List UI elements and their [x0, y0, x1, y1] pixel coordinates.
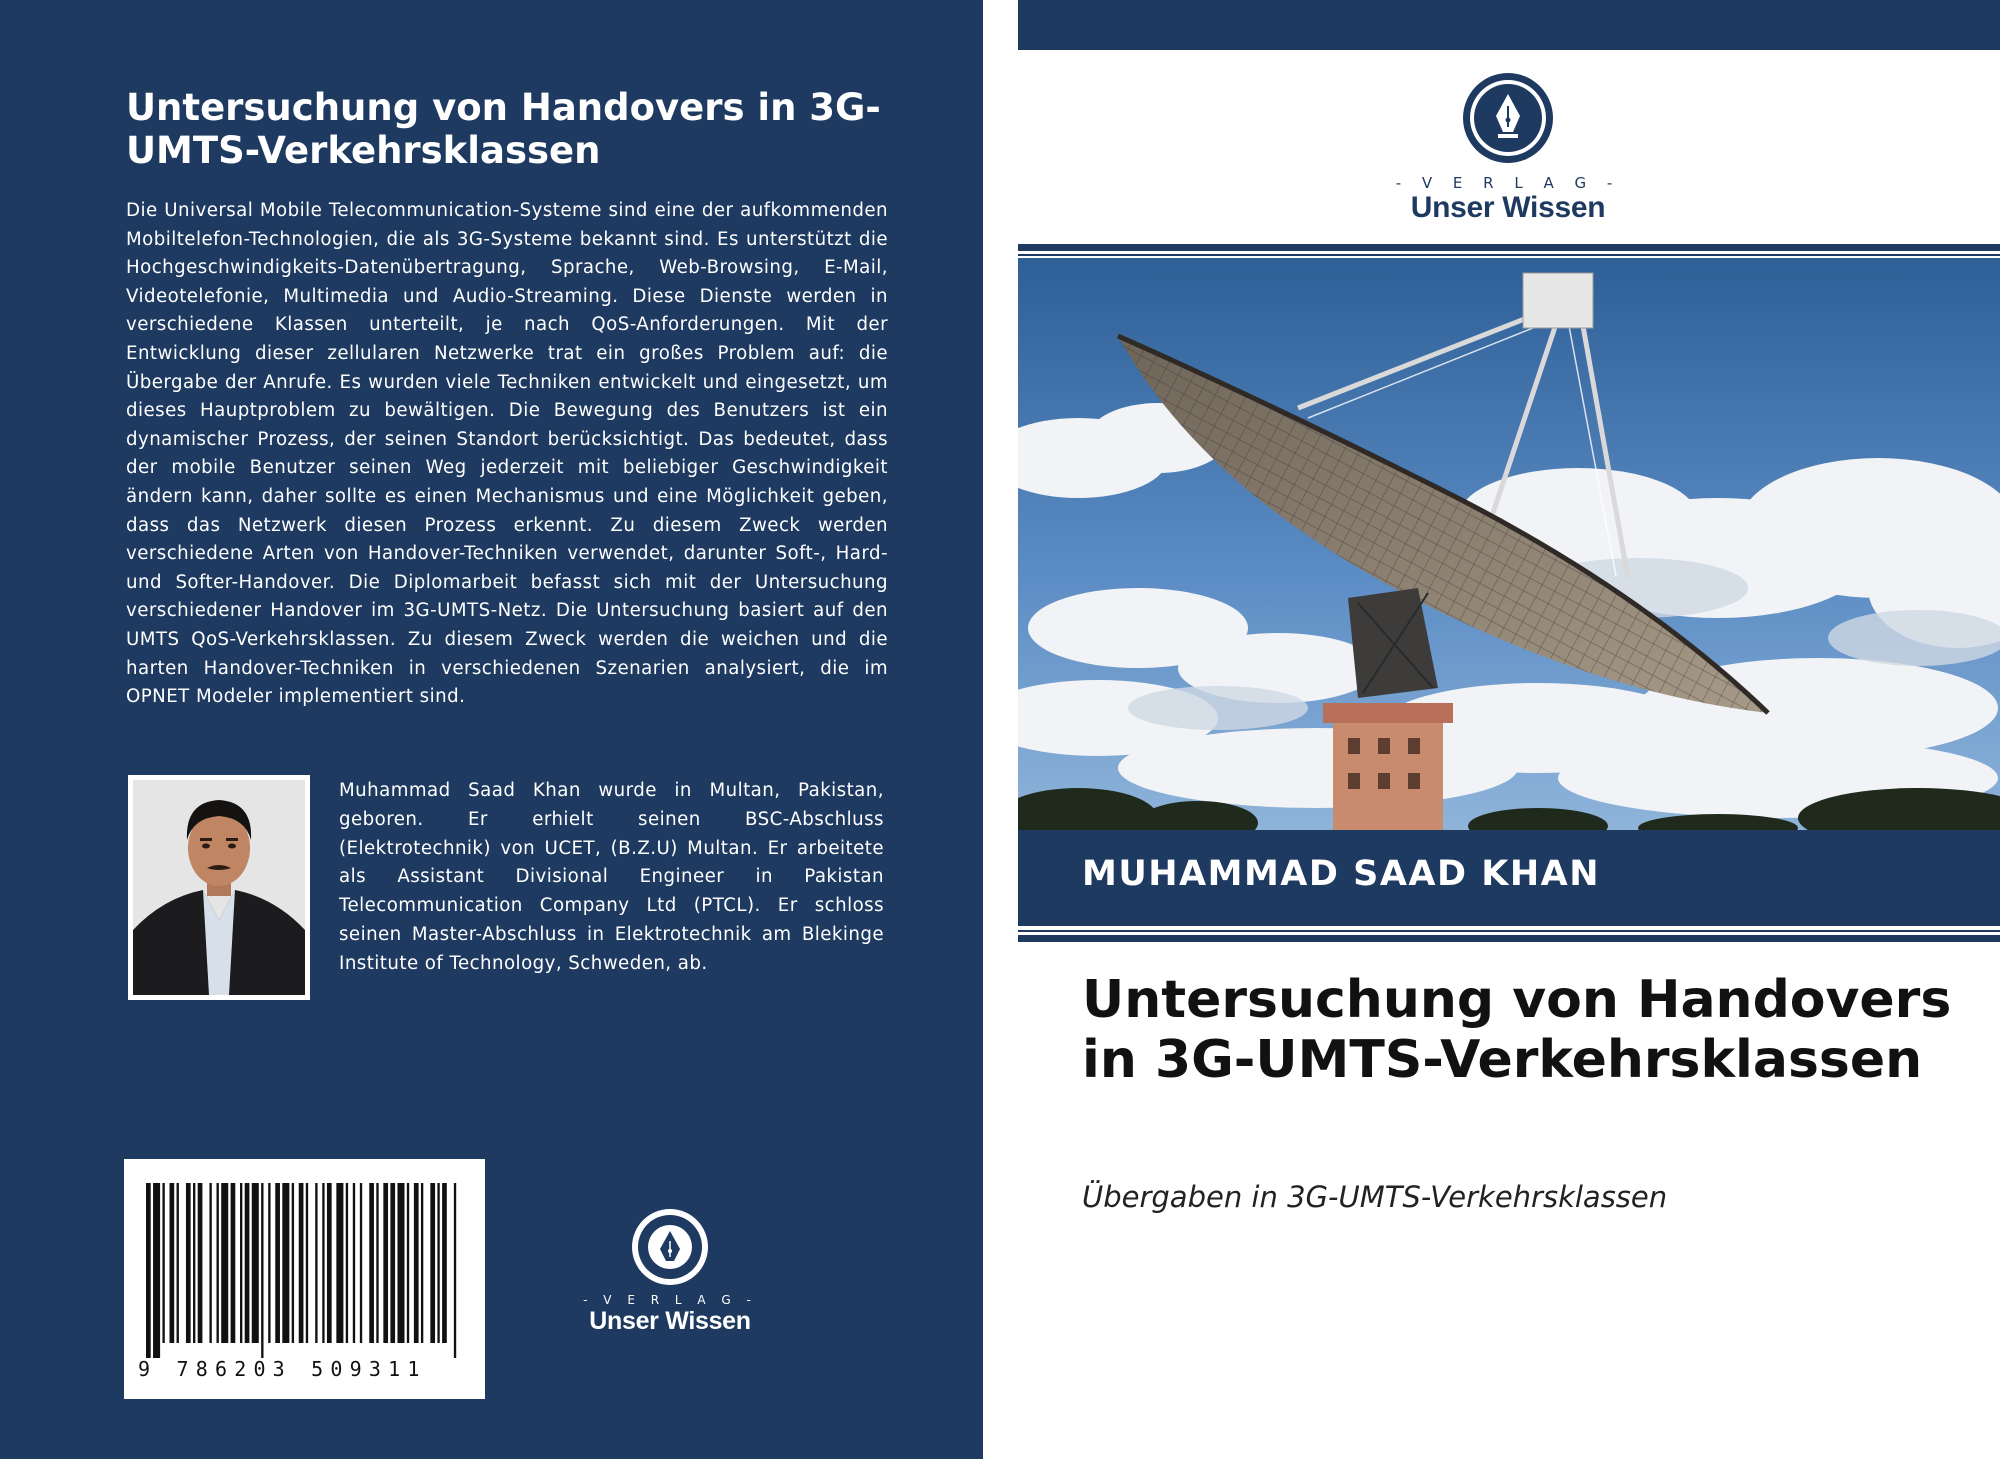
- barcode-bar: [292, 1183, 294, 1343]
- author-band: [1018, 830, 2000, 926]
- barcode-bar: [146, 1183, 151, 1358]
- barcode-bar: [414, 1183, 419, 1343]
- divider-rule: [1018, 930, 2000, 932]
- barcode-bar: [322, 1183, 324, 1343]
- barcode-bar: [261, 1183, 263, 1358]
- author-bio: Muhammad Saad Khan wurde in Multan, Pakistan, geboren. Er erhielt seinen BSC-Abschluss (Elektrotechnik) von UCET, (B.Z.U) Multan. Er arbeitete als Assistant Divisional Engineer in Pakistan Telecommunication Company Ltd (PTCL). Er schloss seinen Master-Abschluss in Elektrotechnik am Blekinge Institute of Technology, Schweden, ab.: [339, 780, 884, 974]
- back-cover: [0, 0, 983, 1459]
- isbn-barcode: [124, 1159, 485, 1399]
- back-logo-name: Unser Wissen: [589, 1307, 751, 1335]
- barcode-bar: [240, 1183, 242, 1343]
- barcode-bar: [221, 1183, 228, 1343]
- back-cover-blurb: Die Universal Mobile Telecommunication-Systeme sind eine der aufkommenden Mobiltelefon-Technologien, die als 3G-Systeme bekannt sind. Es unterstützt die Hochgeschwindigkeits-Datenübertragung, Sprache, Web-Browsing, E-Mail, Videotelefonie, Multimedia und Audio-Streaming. Diese Dienste werden in verschiedene Klassen unterteilt, je nach QoS-Anforderungen. Mit der Entwicklung dieser zellularen Netzwerke trat ein großes Problem auf: die Übergabe der Anrufe. Es wurden viele Techniken entwickelt und eingesetzt, um dieses Hauptproblem zu bewältigen. Die Bewegung des Benutzers ist ein dynamischer Prozess, der seinen Standort berücksichtigt. Das bedeutet, dass der mobile Benutzer seinen Weg jederzeit mit beliebiger Geschwindigkeit ändern kann, daher sollte es einen Mechanismus und eine Möglichkeit geben, dass das Netzwerk diesen Prozess erkennt. Zu diesem Zweck werden verschiedene Arten von Handover-Techniken verwendet, darunter Soft-, Hard- und Softer-Handover. Die Diplomarbeit befasst sich mit der Untersuchung verschiedener Handover im 3G-UMTS-Netz. Die Untersuchung basiert auf den UMTS QoS-Verkehrsklassen. Zu diesem Zweck werden die weichen und die harten Handover-Techniken in verschiedenen Szenarien analysiert, die im OPNET Modeler implementiert sind.: [126, 200, 888, 708]
- barcode-bar: [217, 1183, 219, 1343]
- spine: [983, 0, 1018, 1459]
- barcode-bar: [275, 1183, 280, 1343]
- barcode-bar: [454, 1183, 456, 1358]
- front-cover: [1018, 0, 2000, 1459]
- front-author-name: MUHAMMAD SAAD KHAN: [1082, 854, 1601, 894]
- barcode-bar: [390, 1183, 395, 1343]
- back-cover-title: Untersuchung von Handovers in 3G-UMTS-Verkehrsklassen: [126, 86, 881, 172]
- barcode-bar: [177, 1183, 179, 1343]
- cover-image-radio-telescope: [1018, 258, 2000, 830]
- barcode-bar: [299, 1183, 304, 1343]
- back-logo-verlag: - V E R L A G -: [583, 1293, 757, 1307]
- barcode-bar: [407, 1183, 409, 1343]
- isbn-digits: 9 786203 509311: [138, 1357, 427, 1381]
- author-photo: [128, 775, 310, 1000]
- divider-rule: [1018, 254, 2000, 256]
- barcode-bar: [245, 1183, 250, 1343]
- barcode-bar: [442, 1183, 447, 1343]
- back-publisher-logo: [580, 1207, 760, 1335]
- barcode-bar: [193, 1183, 195, 1343]
- barcode-bar: [353, 1183, 355, 1343]
- divider-rule: [1018, 935, 2000, 942]
- front-publisher-logo: [1358, 72, 1658, 224]
- barcode-bar: [369, 1183, 374, 1343]
- fountain-pen-nib-icon: [630, 1207, 710, 1287]
- barcode-bar: [336, 1183, 343, 1343]
- barcode-bar: [186, 1183, 191, 1343]
- fountain-pen-nib-icon: [1462, 72, 1554, 164]
- barcode-bar: [306, 1183, 308, 1343]
- barcode-bar: [376, 1183, 378, 1343]
- barcode-bar: [397, 1183, 404, 1343]
- front-logo-name: Unser Wissen: [1410, 191, 1606, 224]
- barcode-bar: [327, 1183, 332, 1343]
- front-logo-verlag: - V E R L A G -: [1395, 174, 1621, 192]
- barcode-bar: [209, 1183, 211, 1343]
- barcode-bar: [268, 1183, 270, 1343]
- barcode-bar: [153, 1183, 160, 1358]
- front-title: Untersuchung von Handovers in 3G-UMTS-Verkehrsklassen: [1082, 970, 1952, 1090]
- barcode-bar: [162, 1183, 164, 1343]
- barcode-bar: [437, 1183, 439, 1343]
- front-subtitle: Übergaben in 3G-UMTS-Verkehrsklassen: [1082, 1180, 1668, 1214]
- divider-rule: [1018, 244, 2000, 251]
- barcode-bar: [421, 1183, 423, 1343]
- barcode-bar: [383, 1183, 388, 1343]
- barcode-bar: [231, 1183, 236, 1343]
- barcode-bar: [198, 1183, 203, 1343]
- barcode-bar: [430, 1183, 435, 1343]
- barcode-bar: [282, 1183, 289, 1343]
- barcode-bar: [170, 1183, 175, 1343]
- barcode-bar: [360, 1183, 362, 1343]
- author-portrait-image: [133, 780, 305, 995]
- barcode-bar: [252, 1183, 259, 1343]
- front-top-bar: [1018, 0, 2000, 50]
- barcode: [144, 1183, 464, 1358]
- barcode-bar: [346, 1183, 348, 1343]
- barcode-bar: [315, 1183, 317, 1343]
